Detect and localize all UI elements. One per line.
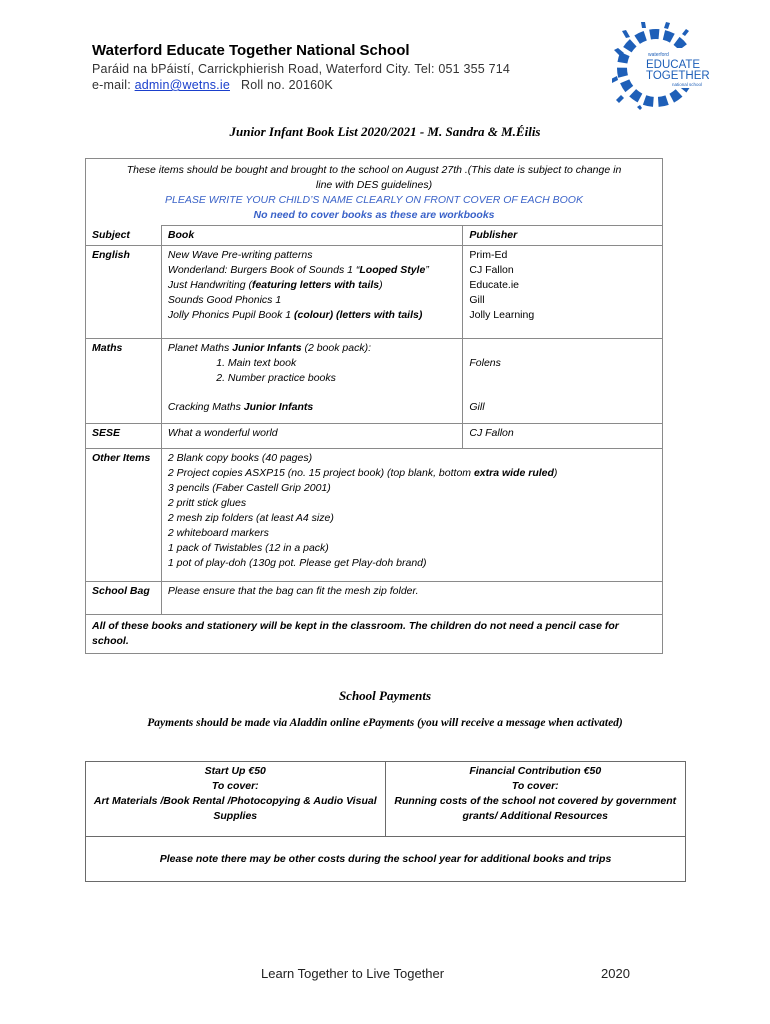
footer-year: 2020 [601,966,630,981]
publisher-cell [463,246,663,339]
publisher: Folens [469,357,501,369]
table-row [86,339,663,424]
table-row [86,246,663,339]
name-instruction: PLEASE WRITE YOUR CHILD’S NAME CLEARLY ON FRONT COVER OF EACH BOOK [165,194,583,206]
book-list-table [85,158,663,654]
table-row [86,615,663,654]
subject-cell: SESE [86,424,162,449]
subject-cell: English [86,246,162,339]
startup-text: Art Materials /Book Rental /Photocopying & Audio Visual Supplies [93,795,377,822]
publisher-cell: CJ Fallon [463,424,663,449]
list-item: 2. Number practice books [228,371,456,386]
column-header: Book [161,226,462,246]
logo-line1: EDUCATE [646,59,701,71]
table-row [86,449,663,582]
book-cell: What a wonderful world [161,424,462,449]
book-cell [161,246,462,339]
financial-title: Financial Contribution €50 [469,765,602,777]
list-item: 1. Main text book [228,356,456,371]
table-row [86,159,663,226]
book-item: Just Handwriting (featuring letters with tails) [167,279,383,291]
list-item: 1 pack of Twistables (12 in a pack) [167,542,329,554]
book-item: Planet Maths Junior Infants (2 book pack): [167,342,371,354]
publisher: Gill [469,401,485,413]
cover-instruction: No need to cover books as these are workbooks [253,209,495,221]
subject-cell: School Bag [86,582,162,615]
roll-number: Roll no. 20160K [229,78,333,92]
classroom-note: All of these books and stationery will be kept in the classroom. The children do not need a pencil case for school. [86,615,663,654]
book-item: Jolly Phonics Pupil Book 1 (colour) (letters with tails) [167,309,423,321]
items-cell [161,449,662,582]
contact-line [92,78,333,92]
list-item: 2 pritt stick glues [167,497,247,509]
school-logo [612,22,724,110]
subject-cell: Other Items [86,449,162,582]
list-item: 2 whiteboard markers [167,527,269,539]
logo-line2: TOGETHER [646,70,710,82]
startup-cell [86,762,386,837]
table-row [86,582,663,615]
column-header: Publisher [463,226,663,246]
email-link[interactable]: admin@wetns.ie [134,78,230,92]
list-item: 2 mesh zip folders (at least A4 size) [167,512,334,524]
payments-note: Payments should be made via Aladdin online ePayments (you will receive a message when activated) [147,717,623,729]
startup-title: Start Up €50 [204,765,266,777]
financial-cover: To cover: [511,780,559,792]
logo-small-bottom: national school [672,82,703,87]
book-item: Wonderland: Burgers Book of Sounds 1 “Looped Style” [167,264,429,276]
startup-cover: To cover: [211,780,259,792]
intro-line: line with DES guidelines) [315,179,433,191]
book-cell [161,339,462,424]
publisher: Jolly Learning [469,309,535,321]
footer-motto: Learn Together to Live Together [261,966,445,981]
financial-text: Running costs of the school not covered by government grants/ Additional Resources [394,795,677,822]
school-address: Paráid na bPáistí, Carrickphierish Road, Waterford City. Tel: 051 355 714 [92,62,511,76]
intro-cell [86,159,663,226]
intro-line: These items should be bought and brought to the school on August 27th .(This date is subject to change in [126,164,622,176]
school-name: Waterford Educate Together National School [92,42,410,59]
payments-title: School Payments [338,688,432,703]
bag-cell: Please ensure that the bag can fit the mesh zip folder. [161,582,662,615]
subject-cell: Maths [86,339,162,424]
table-row [86,837,686,882]
book-pack-list [168,356,456,386]
logo-small-top: waterford [648,52,669,58]
page-title: Junior Infant Book List 2020/2021 - M. Sandra & M.Éilis [229,124,541,139]
list-item: 3 pencils (Faber Castell Grip 2001) [167,482,331,494]
table-row [86,762,686,837]
table-header-row [86,226,663,246]
email-label: e-mail: [92,78,135,92]
column-header: Subject [86,226,162,246]
publisher: Prim-Ed [469,249,508,261]
logo-hands-icon [612,22,724,110]
publisher: CJ Fallon [469,264,514,276]
list-item: 2 Project copies ASXP15 (no. 15 project book) (top blank, bottom extra wide ruled) [167,467,558,479]
book-item: Sounds Good Phonics 1 [167,294,282,306]
publisher-cell [463,339,663,424]
publisher: Educate.ie [469,279,519,291]
list-item: 1 pot of play-doh (130g pot. Please get Play-doh brand) [167,557,427,569]
publisher: Gill [469,294,485,306]
other-costs-note: Please note there may be other costs during the school year for additional books and trips [86,837,686,882]
payments-table [85,761,686,882]
book-item: New Wave Pre-writing patterns [167,249,313,261]
book-item: Cracking Maths Junior Infants [167,401,314,413]
table-row [86,424,663,449]
list-item: 2 Blank copy books (40 pages) [167,452,313,464]
financial-cell [385,762,686,837]
